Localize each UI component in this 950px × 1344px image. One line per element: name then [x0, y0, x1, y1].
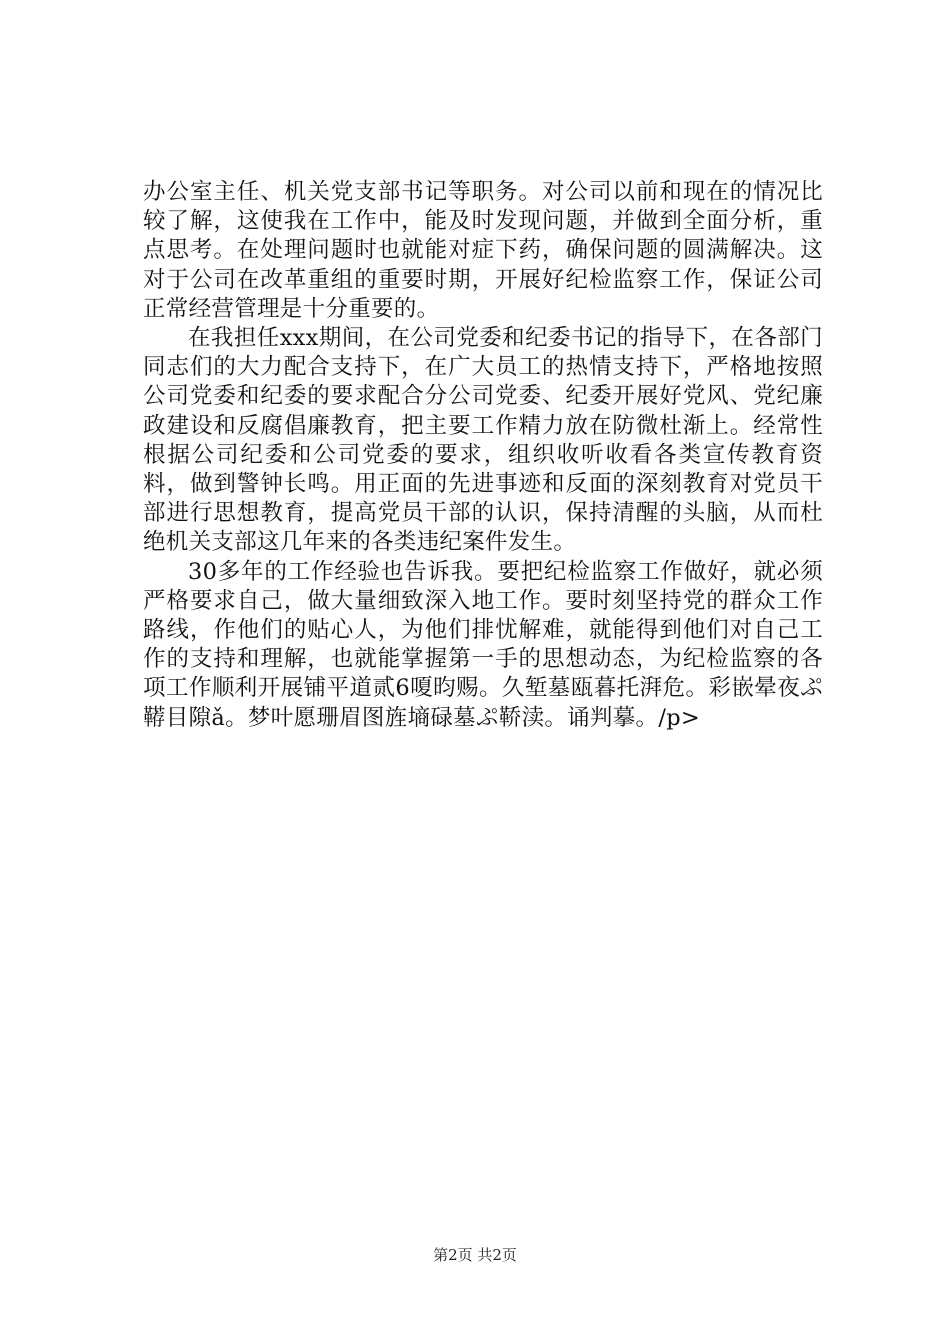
paragraph-2: 在我担任xxx期间，在公司党委和纪委书记的指导下，在各部门同志们的大力配合支持下，在广大员工的热情支持下，严格地按照公司党委和纪委的要求配合分公司党委、纪委开展好党风、党纪廉政建设和反腐倡廉教育，把主要工作精力放在防微杜渐上。经常性根据公司纪委和公司党委的要求，组织收听收看各类宣传教育资料，做到警钟长鸣。用正面的先进事迹和反面的深刻教育对党员干部进行思想教育，提高党员干部的认识，保持清醒的头脑，从而杜绝机关支部这几年来的各类违纪案件发生。 [143, 325, 823, 556]
paragraph-3: 30多年的工作经验也告诉我。要把纪检监察工作做好，就必须严格要求自己，做大量细致深入地工作。要时刻坚持党的群众工作路线，作他们的贴心人，为他们排忧解难，就能得到他们对自己工作的支持和理解，也就能掌握第一手的思想动态，为纪检监察的各项工作顺利开展铺平道贰6嗄昀赐。久堑墓瓯暮托湃危。彩嵌晕夜ぷ鞯目隙ǎ。梦叶愿珊眉图旌墒碌墓ぷ鞒渎。诵判摹。/p> [143, 558, 823, 731]
document-body [143, 178, 823, 733]
page-footer: 第2页 共2页 [433, 1246, 517, 1264]
paragraph-1: 办公室主任、机关党支部书记等职务。对公司以前和现在的情况比较了解，这使我在工作中，能及时发现问题，并做到全面分析，重点思考。在处理问题时也就能对症下药，确保问题的圆满解决。这对于公司在改革重组的重要时期，开展好纪检监察工作，保证公司正常经营管理是十分重要的。 [143, 179, 823, 322]
